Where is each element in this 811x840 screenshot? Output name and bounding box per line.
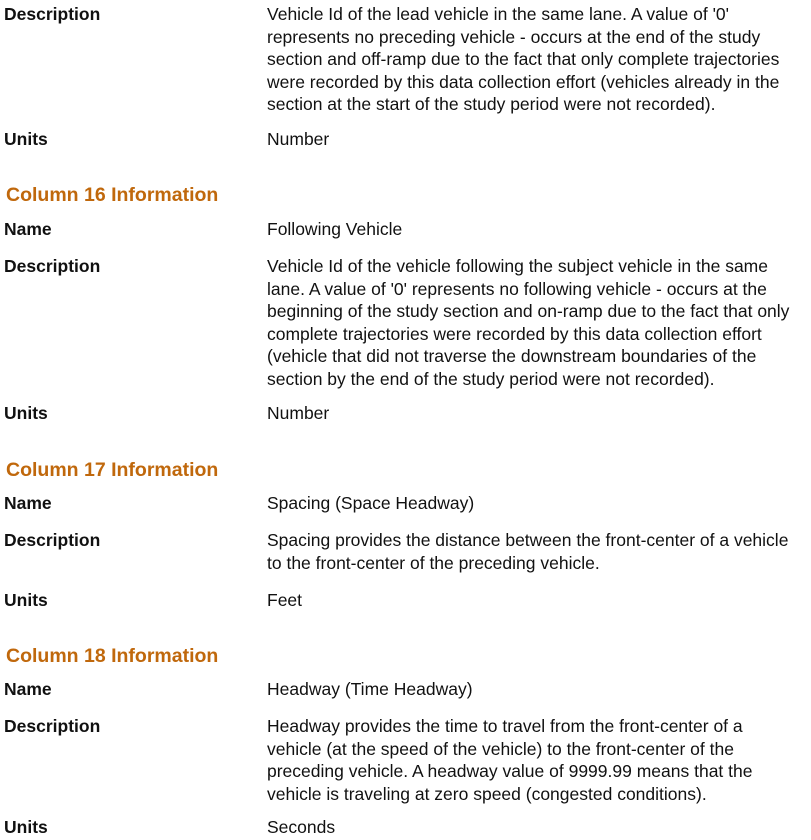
name-label: Name bbox=[4, 219, 52, 239]
col16-units-value: Number bbox=[267, 403, 330, 423]
col18-description-value: Headway provides the time to travel from the front-center of a vehicle (at the speed of the vehicle) to the front-center of the preceding vehicle. A headway value of 9999.99 means that the vehicle is traveling at zero speed (congested conditions). bbox=[267, 716, 753, 804]
col17-units-value: Feet bbox=[267, 590, 303, 610]
col16-heading: Column 16 Information bbox=[6, 184, 219, 206]
col17-name-value: Spacing (Space Headway) bbox=[267, 493, 475, 513]
description-label: Description bbox=[4, 530, 101, 550]
units-label: Units bbox=[4, 129, 48, 149]
col15-description-value: Vehicle Id of the lead vehicle in the same lane. A value of '0' represents no preceding vehicle - occurs at the end of the study section and off-ramp due to the fact that only complete trajectories were recorded by this data collection effort (vehicles already in the section at the start of the study period were not recorded). bbox=[267, 4, 780, 114]
description-label: Description bbox=[4, 716, 101, 736]
col18-name-value: Headway (Time Headway) bbox=[267, 679, 473, 699]
name-label: Name bbox=[4, 493, 52, 513]
description-label: Description bbox=[4, 4, 101, 24]
col18-units-value: Seconds bbox=[267, 817, 336, 837]
col17-heading: Column 17 Information bbox=[6, 459, 219, 481]
description-label: Description bbox=[4, 256, 101, 276]
col15-units-value: Number bbox=[267, 129, 330, 149]
name-label: Name bbox=[4, 679, 52, 699]
col16-name-value: Following Vehicle bbox=[267, 219, 403, 239]
col18-heading: Column 18 Information bbox=[6, 645, 219, 667]
col16-description-value: Vehicle Id of the vehicle following the subject vehicle in the same lane. A value of '0' represents no following vehicle - occurs at the beginning of the study section and on-ramp due to the fact that only complete trajectories were recorded by this data collection effort (vehicle that did not traverse the downstream boundaries of the section by the end of the study period were not recorded). bbox=[267, 256, 790, 389]
units-label: Units bbox=[4, 817, 48, 837]
col17-description-value: Spacing provides the distance between the front-center of a vehicle to the front-center of the preceding vehicle. bbox=[267, 530, 789, 573]
units-label: Units bbox=[4, 590, 48, 610]
units-label: Units bbox=[4, 403, 48, 423]
